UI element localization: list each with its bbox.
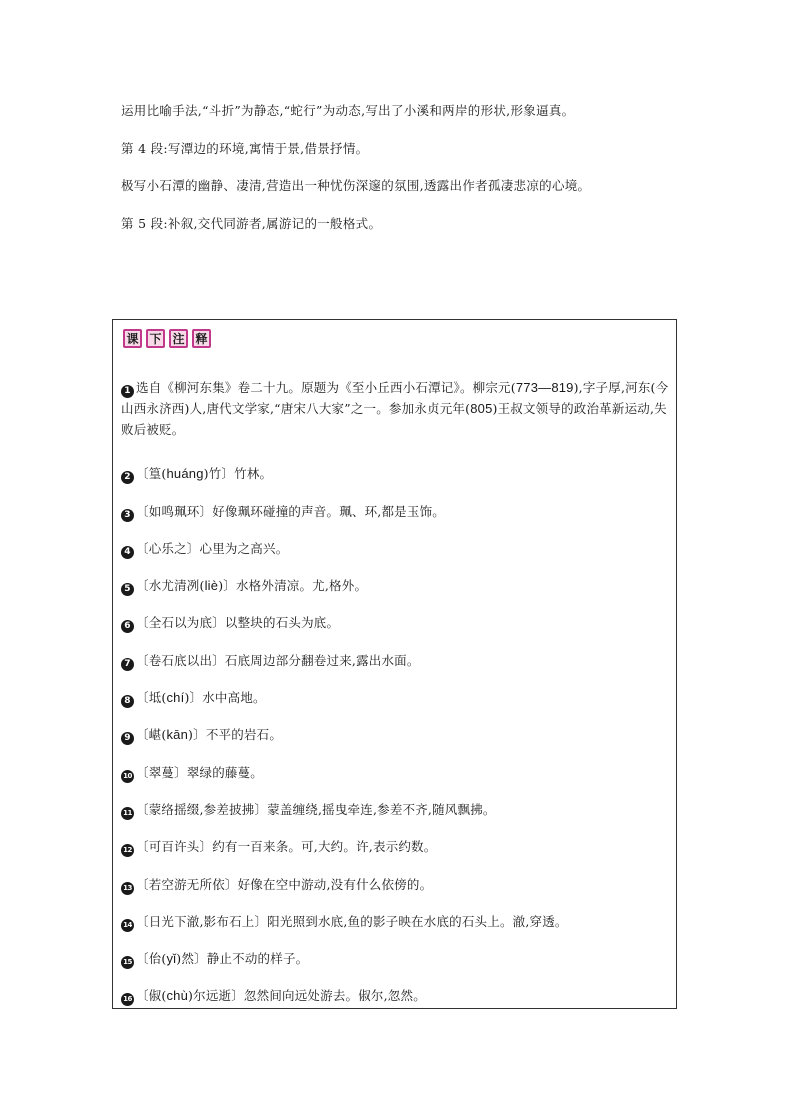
note-text: 805 bbox=[470, 401, 493, 416]
note-item bbox=[121, 463, 669, 484]
note-number: 7 bbox=[121, 658, 134, 671]
note-text: 〔全石以为底〕以整块的石头为底。 bbox=[136, 615, 340, 630]
note-text: 〔坻( bbox=[136, 690, 167, 705]
note-text: 〔可百许头〕约有一百来条。可,大约。许,表示约数。 bbox=[136, 839, 437, 854]
intro-line-2: 第 4 段:写潭边的环境,寓情于景,借景抒情。 bbox=[121, 141, 369, 156]
note-pinyin: chù bbox=[166, 988, 189, 1003]
note-text: 〔日光下澈,影布石上〕阳光照到水底,鱼的影子映在水底的石头上。澈,穿透。 bbox=[136, 914, 568, 929]
note-number: 9 bbox=[121, 732, 134, 745]
note-item bbox=[121, 575, 669, 596]
note-item bbox=[121, 650, 669, 671]
note-text: 〔若空游无所依〕好像在空中游动,没有什么依傍的。 bbox=[136, 877, 433, 892]
note-text: 今山西永济西 bbox=[121, 380, 669, 416]
note-number: 6 bbox=[121, 620, 134, 633]
note-pinyin: liè bbox=[204, 578, 219, 593]
note-text: 〔蒙络摇缀,参差披拂〕蒙盖缠绕,摇曳牵连,参差不齐,随风飘拂。 bbox=[136, 802, 496, 817]
note-text: )〕水中高地。 bbox=[184, 690, 266, 705]
note-number: 5 bbox=[121, 583, 134, 596]
note-item bbox=[121, 724, 669, 745]
note-item bbox=[121, 874, 669, 895]
note-item bbox=[121, 799, 669, 820]
note-item bbox=[121, 538, 669, 559]
note-number: 12 bbox=[121, 844, 134, 857]
note-number: 15 bbox=[121, 956, 134, 969]
note-text: 〔心乐之〕心里为之高兴。 bbox=[136, 541, 289, 556]
note-number: 8 bbox=[121, 695, 134, 708]
note-item bbox=[121, 836, 669, 857]
note-item bbox=[121, 377, 669, 440]
note-item bbox=[121, 501, 669, 522]
note-text: 〔如鸣珮环〕好像珮环碰撞的声音。珮、环,都是玉饰。 bbox=[136, 504, 445, 519]
note-pinyin: yǐ bbox=[166, 951, 177, 966]
note-number: 2 bbox=[121, 471, 134, 484]
note-pinyin: huáng bbox=[166, 466, 204, 481]
note-item bbox=[121, 948, 669, 969]
note-number: 13 bbox=[121, 882, 134, 895]
note-number: 16 bbox=[121, 993, 134, 1006]
note-text: 〔篁( bbox=[136, 466, 167, 481]
note-text: 〔卷石底以出〕石底周边部分翻卷过来,露出水面。 bbox=[136, 653, 420, 668]
intro-line-4: 第 5 段:补叙,交代同游者,属游记的一般格式。 bbox=[121, 216, 382, 231]
note-pinyin: chí bbox=[166, 690, 185, 705]
note-text: )人,唐代文学家,“唐宋八大家”之一。参加永贞元年( bbox=[184, 401, 471, 416]
note-text: )〕水格外清凉。尤,格外。 bbox=[218, 578, 368, 593]
note-item bbox=[121, 985, 669, 1006]
note-number: 11 bbox=[121, 807, 134, 820]
note-text: )尔远逝〕忽然间向远处游去。俶尔,忽然。 bbox=[188, 988, 426, 1003]
intro-line-1: 运用比喻手法,“斗折”为静态,“蛇行”为动态,写出了小溪和两岸的形状,形象逼真。 bbox=[121, 103, 575, 118]
note-text: )〕不平的岩石。 bbox=[188, 727, 283, 742]
note-text: 773—819 bbox=[515, 380, 574, 395]
note-text: )王叔文领导的政治革新运动,失败后被贬。 bbox=[121, 401, 667, 437]
note-number: 4 bbox=[121, 546, 134, 559]
header-char: 释 bbox=[192, 329, 211, 348]
header-char: 注 bbox=[169, 329, 188, 348]
intro-line-3: 极写小石潭的幽静、凄清,营造出一种忧伤深邃的氛围,透露出作者孤凄悲凉的心境。 bbox=[121, 178, 591, 193]
note-number: 1 bbox=[121, 385, 134, 398]
note-item bbox=[121, 762, 669, 783]
header-char: 下 bbox=[146, 329, 165, 348]
note-text: 〔嵁( bbox=[136, 727, 167, 742]
note-item bbox=[121, 612, 669, 633]
note-number: 14 bbox=[121, 919, 134, 932]
notes-header bbox=[123, 329, 211, 348]
note-text: 〔水尤清冽( bbox=[136, 578, 205, 593]
header-char: 课 bbox=[123, 329, 142, 348]
note-pinyin: kān bbox=[166, 727, 189, 742]
note-text: )竹〕竹林。 bbox=[203, 466, 273, 481]
note-text: 〔翠蔓〕翠绿的藤蔓。 bbox=[136, 765, 264, 780]
notes-box bbox=[112, 319, 677, 1009]
note-text: 〔佁( bbox=[136, 951, 167, 966]
note-text: ),字子厚,河东( bbox=[573, 380, 656, 395]
note-text: )然〕静止不动的样子。 bbox=[176, 951, 309, 966]
note-item bbox=[121, 911, 669, 932]
note-text: 选自《柳河东集》卷二十九。原题为《至小丘西小石潭记》。柳宗元( bbox=[136, 380, 516, 395]
note-item bbox=[121, 687, 669, 708]
note-number: 10 bbox=[121, 770, 134, 783]
note-number: 3 bbox=[121, 509, 134, 522]
note-text: 〔俶( bbox=[136, 988, 167, 1003]
